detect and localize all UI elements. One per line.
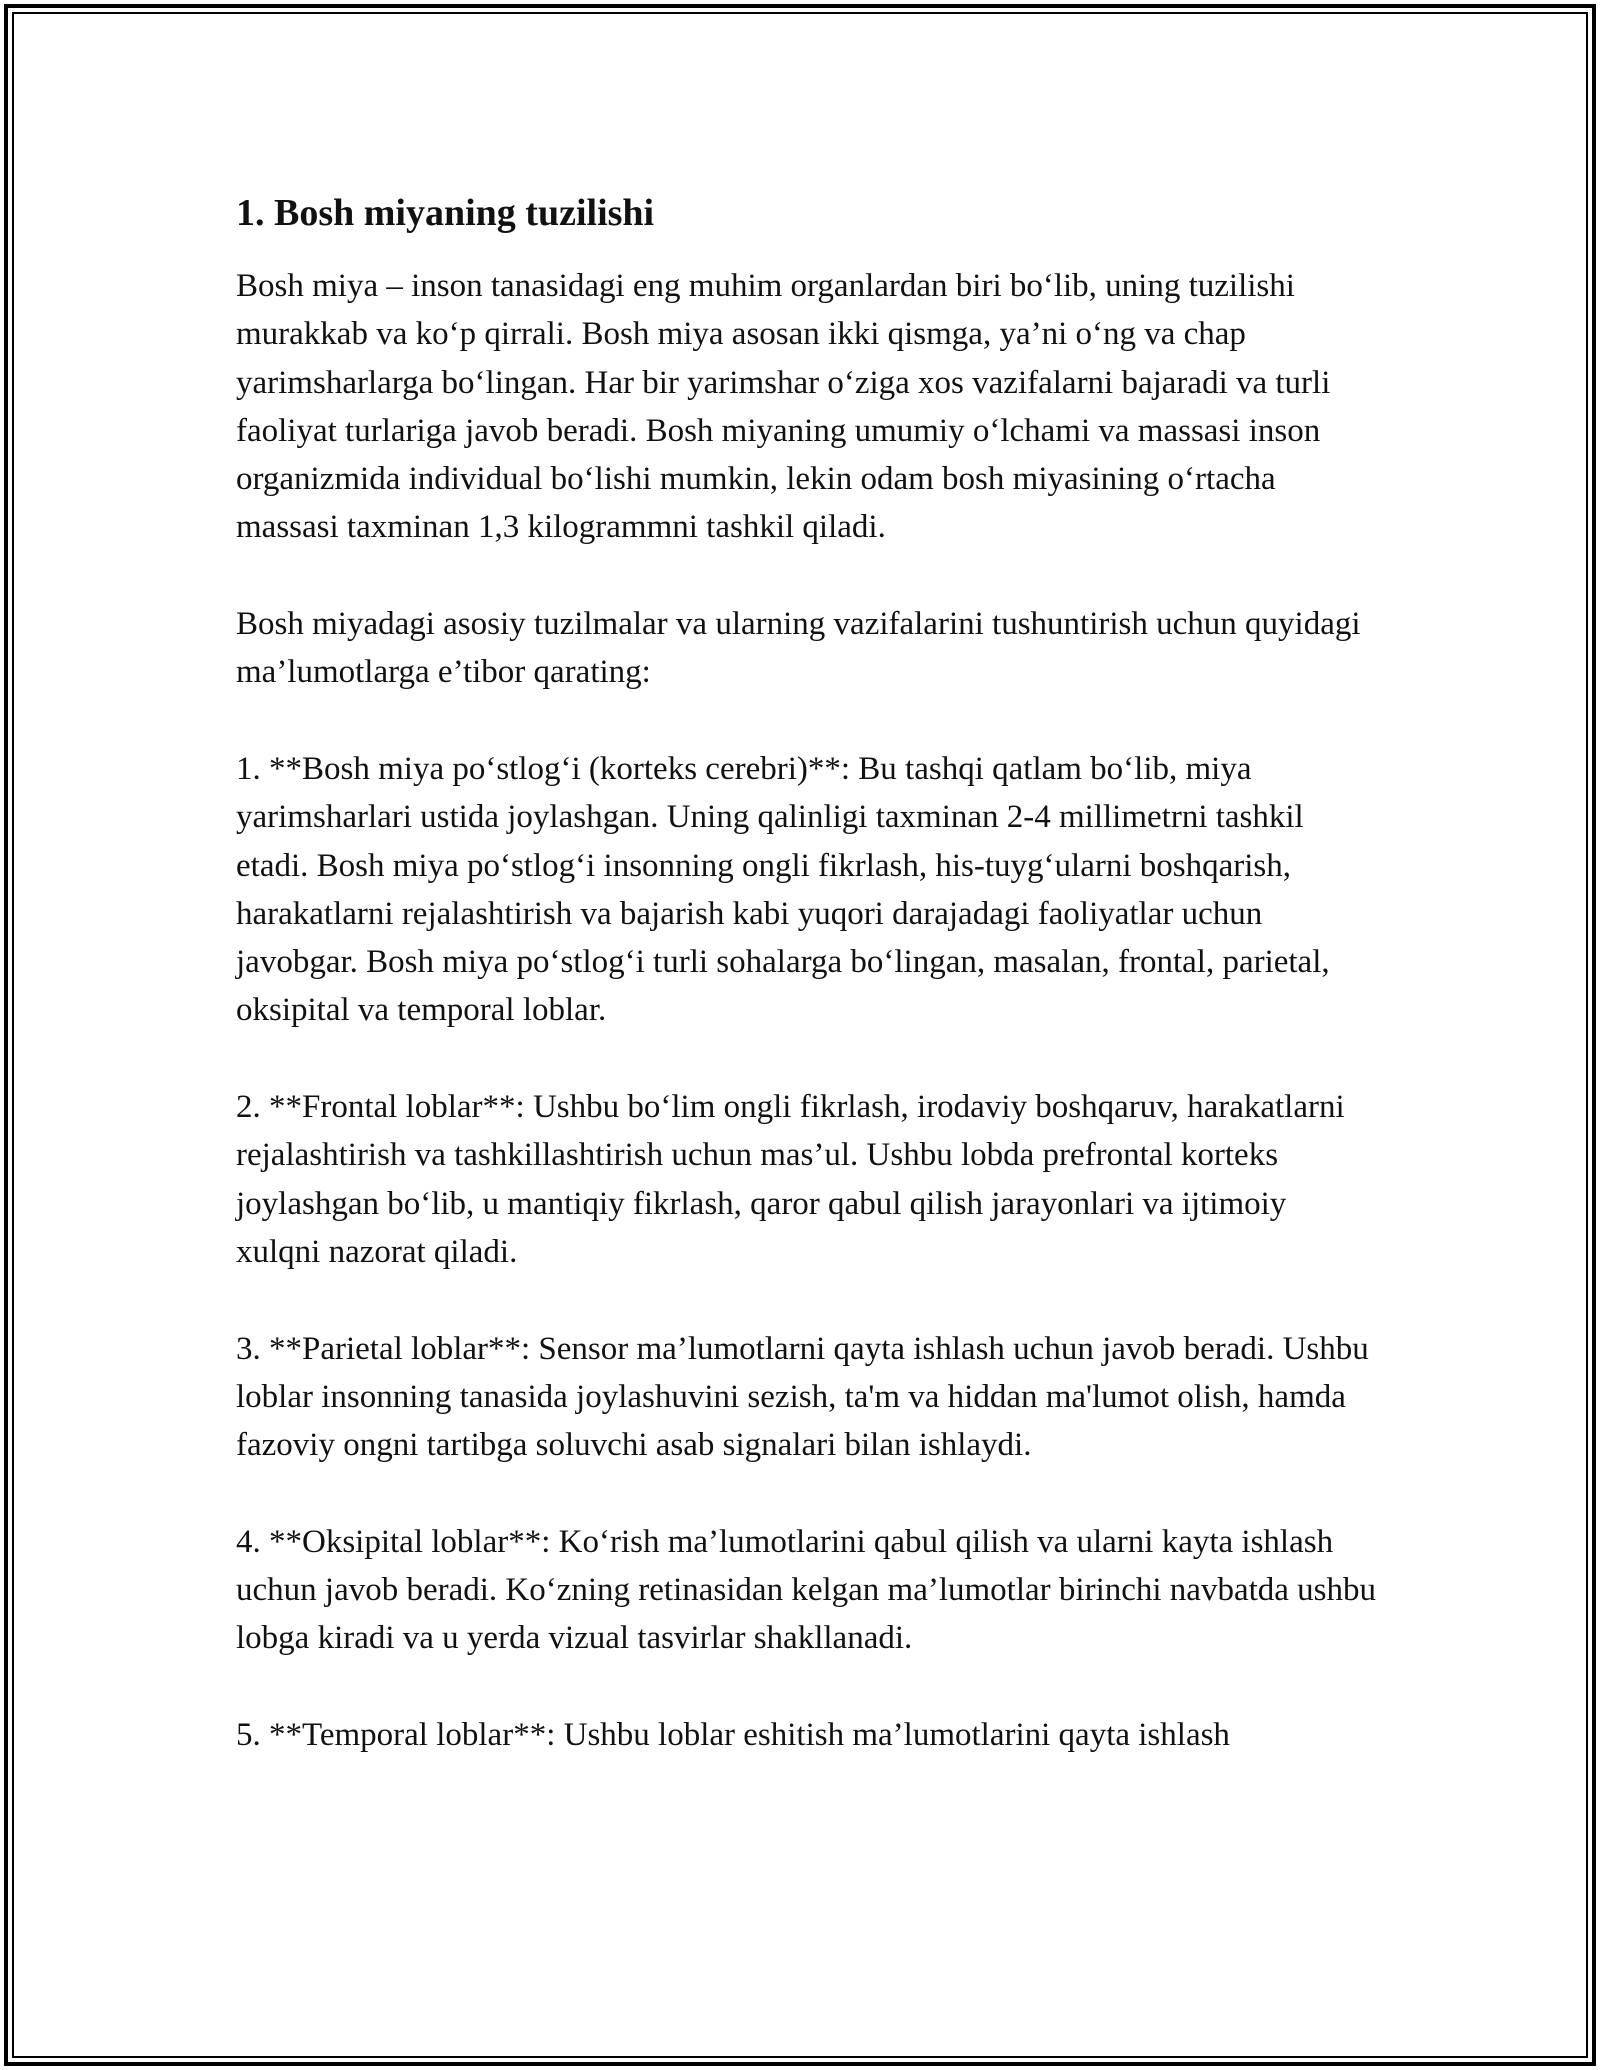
list-item-temporal-lobes: 5. **Temporal loblar**: Ushbu loblar eshitish ma’lumotlarini qayta ishlash (236, 1716, 1230, 1753)
list-item-frontal-lobes: 2. **Frontal loblar**: Ushbu bo‘lim ongli fikrlash, irodaviy boshqaruv, harakatlarni rejalashtirish va tashkillashtirish uchun mas’ul. Ushbu lobda prefrontal korteks joylashgan bo‘lib, u mantiqiy fikrlash, qaror qabul qilish jarayonlari va ijtimoiy xulqni nazorat qiladi. (236, 1089, 1345, 1270)
list-item-cortex: 1. **Bosh miya po‘stlog‘i (korteks cerebri)**: Bu tashqi qatlam bo‘lib, miya yarimsharlari ustida joylashgan. Uning qalinligi taxminan 2-4 millimetrni tashkil etadi. Bosh miya po‘stlog‘i insonning ongli fikrlash, his-tuyg‘ularni boshqarish, harakatlarni rejalashtirish va bajarish kabi yuqori darajadagi faoliyatlar uchun javobgar. Bosh miya po‘stlog‘i turli sohalarga bo‘lingan, masalan, frontal, parietal, oksipital va temporal loblar. (236, 750, 1330, 1029)
document-body (236, 188, 1376, 1808)
section-heading: 1. Bosh miyaning tuzilishi (236, 192, 655, 234)
list-item-occipital-lobes: 4. **Oksipital loblar**: Ko‘rish ma’lumotlarini qabul qilish va ularni kayta ishlash uchun javob beradi. Ko‘zning retinasidan kelgan ma’lumotlar birinchi navbatda ushbu lobga kiradi va u yerda vizual tasvirlar shakllanadi. (236, 1523, 1376, 1657)
paragraph-intro: Bosh miya – inson tanasidagi eng muhim organlardan biri bo‘lib, uning tuzilishi murakkab va ko‘p qirrali. Bosh miya asosan ikki qismga, ya’ni o‘ng va chap yarimsharlarga bo‘lingan. Har bir yarimshar o‘ziga xos vazifalarni bajaradi va turli faoliyat turlariga javob beradi. Bosh miyaning umumiy o‘lchami va massasi inson organizmida individual bo‘lishi mumkin, lekin odam bosh miyasining o‘rtacha massasi taxminan 1,3 kilogrammni tashkil qiladi. (236, 268, 1331, 546)
paragraph-lead-in: Bosh miyadagi asosiy tuzilmalar va ularning vazifalarini tushuntirish uchun quyidagi ma’lumotlarga e’tibor qarating: (236, 606, 1361, 691)
list-item-parietal-lobes: 3. **Parietal loblar**: Sensor ma’lumotlarni qayta ishlash uchun javob beradi. Ushbu loblar insonning tanasida joylashuvini sezish, ta'm va hiddan ma'lumot olish, hamda fazoviy ongni tartibga soluvchi asab signalari bilan ishlaydi. (236, 1330, 1369, 1464)
